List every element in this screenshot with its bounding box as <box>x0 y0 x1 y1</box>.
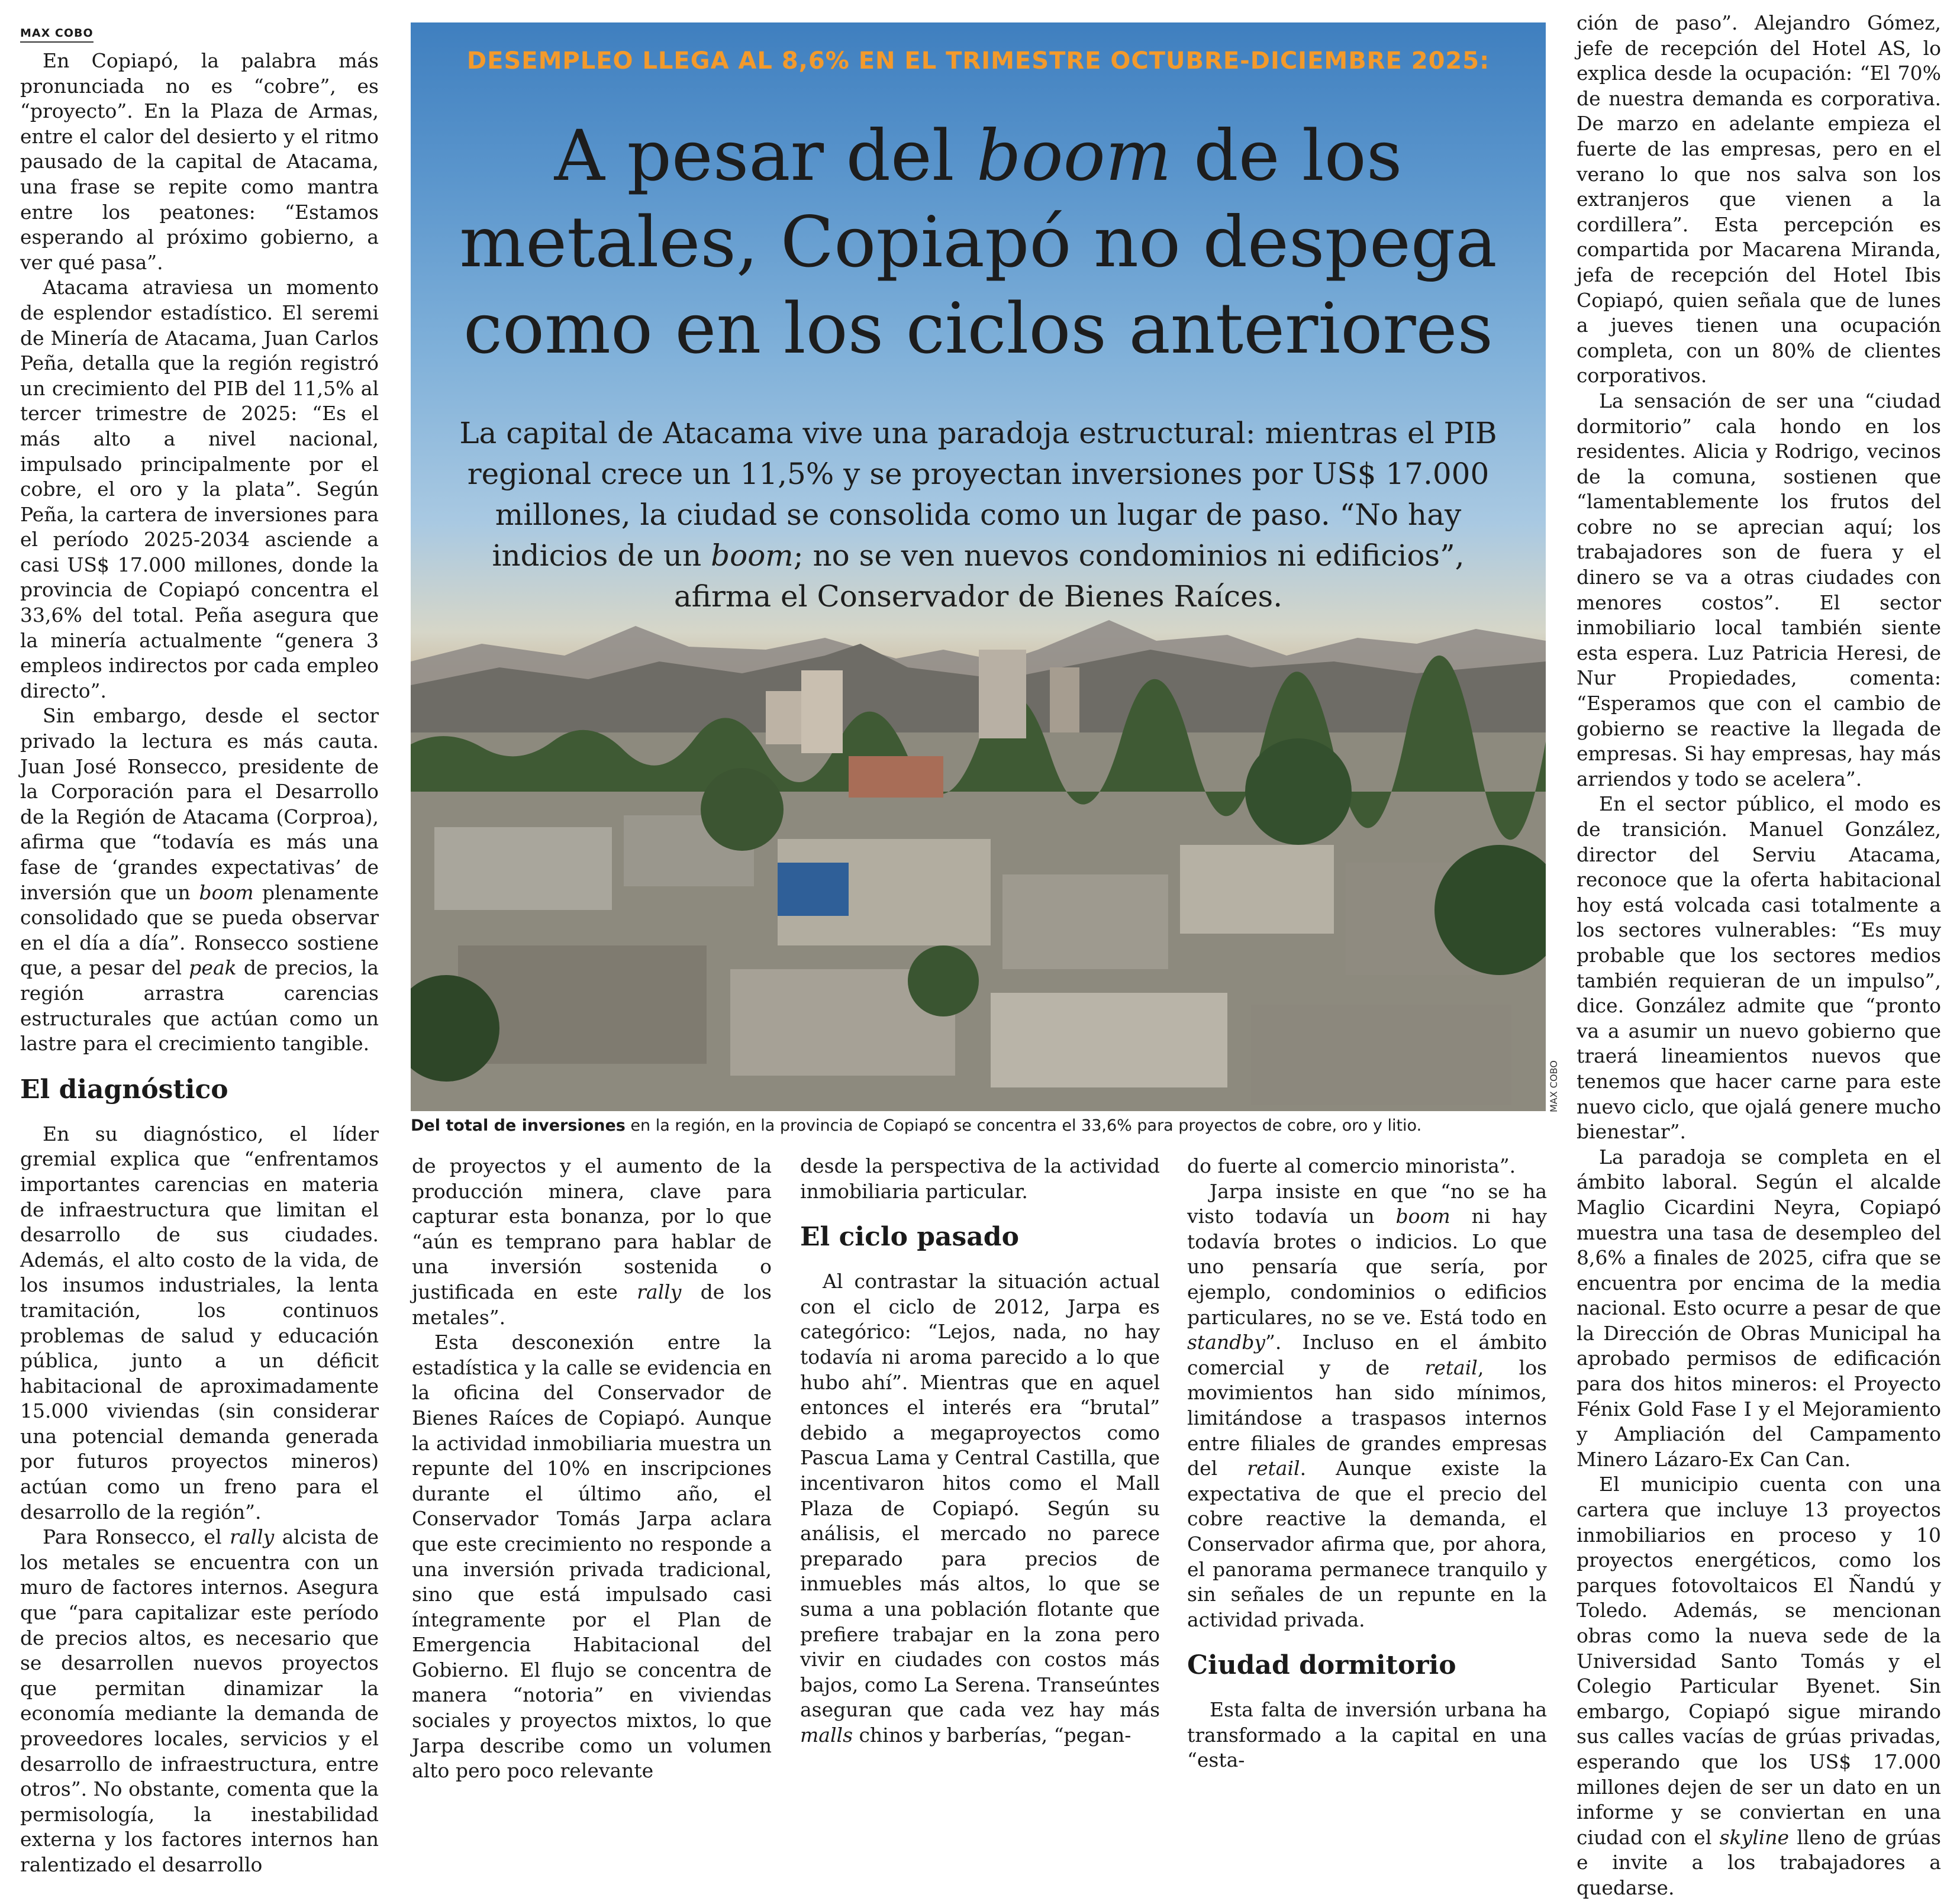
text-run: alcista de los metales se encuentra con un muro de factores internos. Asegura que “para capitalizar este período de precios altos, es necesario que se desarrollen nuevos proyectos que permitan dinamizar la economía mediante la demanda de proveedores locales, servicios y el desarrollo de infraestructura, entre otros”. No obstante, comenta que la permisología, la inestabilidad externa y los factores internos han ralentizado el desarrollo <box>20 1525 379 1876</box>
text-run: Para Ronsecco, el <box>43 1525 230 1549</box>
headline <box>434 112 1522 372</box>
photo-caption <box>411 1116 1546 1136</box>
headline-italic: boom <box>976 115 1172 196</box>
text-run: . Aunque existe la expectativa de que el precio del cobre reactive la demanda, el Conservador afirma que, por ahora, el panorama permanece tranquilo y sin señales de un repunte en la actividad privada. <box>1187 1457 1547 1631</box>
text-run: ”. Incluso en el ámbito comercial y de <box>1187 1331 1547 1379</box>
col1-paragraph-4: En su diagnóstico, el líder gremial explica que “enfrentamos importantes carencias en materia de infraestructura que limitan el desarrollo de sus ciudades. Además, el alto costo de la vida, de los insumos industriales, la lenta tramitación, los continuos problemas de salud y educación pública, junto a un déficit habitacional de aproximadamente 15.000 viviendas (sin considerar una potencial demanda generada por futuros proyectos mineros) actúan como un freno para el desarrollo de la región”. <box>20 1122 379 1524</box>
col5-paragraph-1: ción de paso”. Alejandro Gómez, jefe de recepción del Hotel AS, lo explica desde la ocupación: “El 70% de nuestra demanda es corporativa. De marzo en adelante empieza el fuerte de las empresas, pero en el verano lo que nos salva son los extranjeros que vienen a la cordillera”. Esta percepción es compartida por Macarena Miranda, jefa de recepción del Hotel Ibis Copiapó, quien señala que de lunes a jueves tienen una ocupación completa, con un 80% de clientes corporativos. <box>1577 11 1941 388</box>
column-3 <box>800 1154 1160 1748</box>
italic-run: boom <box>1395 1205 1450 1228</box>
col2-paragraph-1 <box>412 1154 772 1330</box>
caption-text: en la región, en la provincia de Copiapó se concentra el 33,6% para proyectos de cobre, oro y litio. <box>625 1116 1422 1135</box>
deck <box>452 413 1504 617</box>
column-2 <box>412 1154 772 1784</box>
subhead-diagnostico: El diagnóstico <box>20 1074 228 1105</box>
col5-paragraph-4: La paradoja se completa en el ámbito laboral. Según el alcalde Maglio Cicardini Neyra, Copiapó muestra una tasa de desempleo del 8,6% a finales de 2025, cifra que se encuentra por encima de la media nacional. Esto ocurre a pesar de que la Dirección de Obras Municipal ha aprobado permisos de edificación para dos hitos mineros: el Proyecto Fénix Gold Fase I y el Mejoramiento y Ampliación del Campamento Minero Lázaro-Ex Can Can. <box>1577 1145 1941 1471</box>
text-run: lleno de grúas e invite a los trabajadores a quedarse. <box>1577 1825 1941 1899</box>
text-run: Sin embargo, desde el sector privado la lectura es más cauta. Juan José Ronsecco, presidente de la Corporación para el Desarrollo de la Región de Atacama (Corproa), afirma que “todavía es más una fase de ‘grandes expectativas’ de inversión que un <box>20 704 379 904</box>
italic-run: malls <box>800 1723 853 1747</box>
caption-bold: Del total de inversiones <box>411 1116 626 1135</box>
text-run: El municipio cuenta con una cartera que incluye 13 proyectos inmobiliarios en proceso y 10 proyectos energéticos, como los parques fotovoltaicos El Ñandú y Toledo. Además, se mencionan obras como la nueva sede de la Universidad Santo Tomás y el Colegio Particular Byenet. Sin embargo, Copiapó sigue mirando sus calles vacías de grúas privadas, esperando que los US$ 17.000 millones dejen de ser un dato en un informe y se conviertan en una ciudad con el <box>1577 1473 1941 1849</box>
column-5 <box>1577 11 1941 1901</box>
deck-text: La capital de Atacama vive una paradoja estructural: mientras el PIB regional crece un 11,5% y se proyectan inversiones por US$ 17.000 millones, la ciudad se consolida como un lugar de paso. “No hay indicios de un <box>459 416 1497 573</box>
subhead-ciclo-pasado: El ciclo pasado <box>800 1222 1019 1253</box>
deck-italic: boom <box>711 538 794 573</box>
col4-paragraph-3: Esta falta de inversión urbana ha transformado a la capital en una “esta- <box>1187 1698 1547 1772</box>
deck-text: ; no se ven nuevos condominios ni edificios”, afirma el Conservador de Bienes Raíces. <box>673 538 1465 614</box>
text-run: ni hay todavía brotes o indicios. Lo que uno pensaría que sería, por ejemplo, condominios o edificios particulares, no se ve. Está todo en <box>1187 1205 1547 1329</box>
headline-text: de los metales, Copiapó no despega como en los ciclos anteriores <box>459 115 1497 369</box>
hero-photo <box>411 22 1546 1111</box>
col4-paragraph-2 <box>1187 1179 1547 1633</box>
col5-paragraph-3: En el sector público, el modo es de transición. Manuel González, director del Serviu Atacama, reconoce que la oferta habitacional hoy está volcada casi totalmente a los sectores vulnerables: “Es muy probable que los sectores medios también requieran de un impulso”, dice. González admite que “pronto va a asumir un nuevo gobierno que traerá lineamientos nuevos que tenemos que hacer carne para este nuevo ciclo, que ojalá genere mucho bienestar”. <box>1577 792 1941 1144</box>
column-1 <box>20 18 379 1878</box>
col5-paragraph-2: La sensación de ser una “ciudad dormitorio” cala hondo en los residentes. Alicia y Rodrigo, vecinos de la comuna, sostienen que “lamentablemente los frutos del cobre no se aprecian aquí; los trabajadores son de fuera y el dinero se va a otras ciudades con menores costos”. El sector inmobiliario local también siente esta espera. Luz Patricia Heresi, de Nur Propiedades, comenta: “Esperamos que con el cambio de gobierno se reactive la llegada de empresas. Si hay empresas, hay más arriendos y todo se acelera”. <box>1577 389 1941 790</box>
headline-text: A pesar del <box>554 115 977 196</box>
column-4 <box>1187 1154 1547 1773</box>
text-run: de precios, la región arrastra carencias estructurales que actúan como un lastre para el crecimiento tangible. <box>20 956 379 1056</box>
col1-paragraph-2: Atacama atraviesa un momento de esplendor estadístico. El seremi de Minería de Atacama, Juan Carlos Peña, detalla que la región registró un crecimiento del PIB del 11,5% al tercer trimestre de 2025: “Es el más alto a nivel nacional, impulsado principalmente por el cobre, el oro y la plata”. Según Peña, la cartera de inversiones para el período 2025-2034 asciende a casi US$ 17.000 millones, donde la provincia de Copiapó concentra el 33,6% del total. Peña asegura que la minería actualmente “genera 3 empleos indirectos por cada empleo directo”. <box>20 276 379 702</box>
subhead-ciudad-dormitorio: Ciudad dormitorio <box>1187 1650 1456 1681</box>
italic-run: boom <box>199 880 254 904</box>
italic-run: retail <box>1424 1355 1478 1379</box>
kicker: DESEMPLEO LLEGA AL 8,6% EN EL TRIMESTRE OCTUBRE-DICIEMBRE 2025: <box>466 47 1490 75</box>
col2-paragraph-2: Esta desconexión entre la estadística y la calle se evidencia en la oficina del Conservador de Bienes Raíces de Copiapó. Aunque la actividad inmobiliaria muestra un repunte del 10% en inscripciones durante el último año, el Conservador Tomás Jarpa aclara que este crecimiento no responde a una inversión privada tradicional, sino que está impulsado casi íntegramente por el Plan de Emergencia Habitacional del Gobierno. El flujo se concentra de manera “notoria” en viviendas sociales y proyectos mixtos, lo que Jarpa describe como un volumen alto pero poco relevante <box>412 1331 772 1783</box>
text-run: de proyectos y el aumento de la producción minera, clave para capturar esta bonanza, por lo que “aún es temprano para hablar de una inversión sostenida o justificada en este <box>412 1154 772 1303</box>
text-run: plenamente consolidado que se pueda observar en el día a día”. Ronsecco sostiene que, a pesar del <box>20 880 379 980</box>
col1-paragraph-3 <box>20 703 379 1056</box>
italic-run: standby <box>1187 1331 1266 1354</box>
text-run: , los movimientos han sido mínimos, limitándose a traspasos internos entre filiales de grandes empresas del <box>1187 1355 1547 1480</box>
photo-credit: MAX COBO <box>1548 1060 1559 1112</box>
col3-paragraph-2 <box>800 1269 1160 1748</box>
col1-paragraph-5 <box>20 1525 379 1877</box>
text-run: de los metales”. <box>412 1280 772 1329</box>
text-run: Al contrastar la situación actual con el ciclo de 2012, Jarpa es categórico: “Lejos, nada, no hay todavía ni aroma parecido a lo que hubo ahí”. Mientras que en aquel entonces el interés era “brutal” debido a megaproyectos como Pascua Lama y Central Castilla, que incentivaron hitos como el Mall Plaza de Copiapó. Según su análisis, el mercado no parece preparado para precios de inmuebles más altos, lo que se suma a una población flotante que prefiere trabajar en la zona pero vivir en ciudades con costos más bajos, como La Serena. Transeúntes aseguran que cada vez hay más <box>800 1270 1160 1722</box>
italic-run: peak <box>189 956 237 980</box>
col3-paragraph-1: desde la perspectiva de la actividad inmobiliaria particular. <box>800 1154 1160 1203</box>
italic-run: retail <box>1247 1457 1300 1480</box>
italic-run: rally <box>230 1525 275 1549</box>
text-run: Jarpa insiste en que “no se ha visto todavía un <box>1187 1179 1547 1228</box>
col1-paragraph-1: En Copiapó, la palabra más pronunciada no es “cobre”, es “proyecto”. En la Plaza de Armas, entre el calor del desierto y el ritmo pausado de la capital de Atacama, una frase se repite como mantra entre los peatones: “Estamos esperando al próximo gobierno, a ver qué pasa”. <box>20 49 379 274</box>
italic-run: rally <box>637 1280 682 1303</box>
text-run: chinos y barberías, “pegan- <box>853 1723 1131 1747</box>
byline: MAX COBO <box>20 26 94 43</box>
col5-paragraph-5 <box>1577 1472 1941 1900</box>
italic-run: skyline <box>1719 1825 1790 1849</box>
col4-paragraph-1: do fuerte al comercio minorista”. <box>1187 1154 1516 1177</box>
